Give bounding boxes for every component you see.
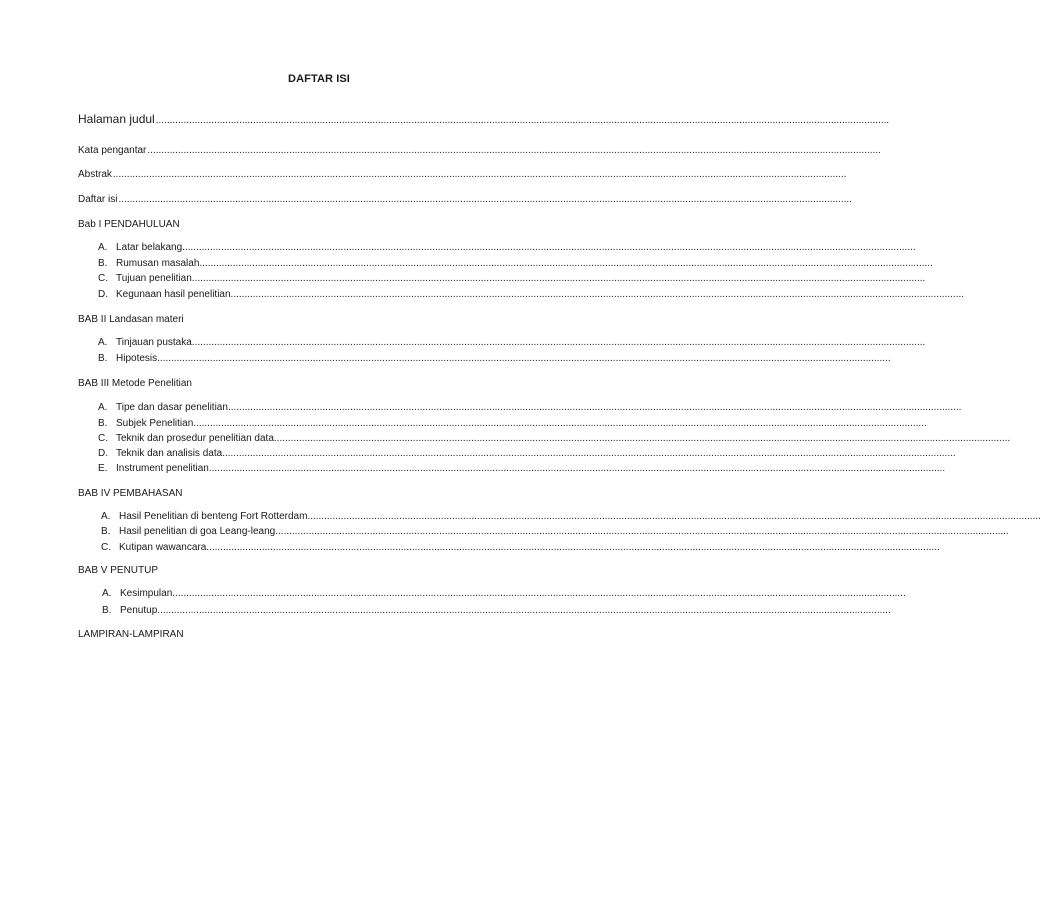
item-marker: B.: [98, 418, 108, 429]
item-label: Teknik dan analisis data: [116, 448, 223, 459]
item-label: Tipe dan dasar penelitian: [116, 402, 228, 413]
item-label: Kutipan wawancara: [119, 542, 207, 553]
dot-leader: ........................................................................................................................................................................................................................................................................: [193, 418, 927, 429]
item-label: Kesimpulan: [120, 588, 173, 599]
item-label: Kegunaan hasil penelitian: [116, 289, 231, 300]
item-label: Tinjauan pustaka: [116, 337, 192, 348]
toc-item: [98, 432, 1011, 446]
dot-leader: ........................................................................................................................................................................................................................................................................: [227, 402, 962, 413]
toc-item: [98, 401, 962, 415]
dot-leader: ........................................................................................................................................................................................................................................................................: [157, 605, 891, 616]
dot-leader: ........................................................................................................................................................................................................................................................................: [112, 169, 847, 180]
toc-entry-label: Daftar isi: [78, 194, 118, 205]
dot-leader: ........................................................................................................................................................................................................................................................................: [182, 242, 916, 253]
item-marker: C.: [101, 542, 111, 553]
toc-item: [102, 587, 906, 601]
toc-item: [98, 257, 933, 271]
item-label: Hasil Penelitian di benteng Fort Rotterdam: [119, 511, 308, 522]
item-marker: B.: [102, 605, 112, 616]
item-label: Rumusan masalah: [116, 258, 200, 269]
item-marker: B.: [98, 353, 108, 364]
chapter-heading-bab-5: BAB V PENUTUP: [78, 565, 159, 576]
toc-item: [98, 241, 916, 255]
item-label: Subjek Penelitian: [116, 418, 194, 429]
item-label: Hipotesis: [116, 353, 158, 364]
toc-item: [101, 541, 940, 555]
item-marker: C.: [98, 433, 108, 444]
item-label: Latar belakang: [116, 242, 183, 253]
toc-item: [98, 288, 965, 302]
item-marker: A.: [101, 511, 111, 522]
chapter-heading-bab-2: BAB II Landasan materi: [78, 314, 184, 325]
toc-entry-halaman-judul: [78, 112, 890, 128]
dot-leader: ........................................................................................................................................................................................................................................................................: [230, 289, 965, 300]
item-marker: D.: [98, 448, 108, 459]
dot-leader: ........................................................................................................................................................................................................................................................................: [191, 273, 926, 284]
item-label: Penutup: [120, 605, 158, 616]
item-label: Hasil penelitian di goa Leang-leang: [119, 526, 276, 537]
toc-entry-label: Abstrak: [78, 169, 112, 180]
dot-leader: ........................................................................................................................................................................................................................................................................: [307, 511, 1041, 522]
toc-entry-daftar-isi: [78, 193, 852, 207]
toc-item: [102, 604, 891, 618]
item-label: Teknik dan prosedur penelitian data.: [116, 433, 277, 444]
item-marker: A.: [98, 337, 108, 348]
chapter-heading-bab-4: BAB IV PEMBAHASAN: [78, 488, 183, 499]
toc-entry-abstrak: [78, 168, 847, 182]
dot-leader: ........................................................................................................................................................................................................................................................................: [275, 526, 1009, 537]
toc-item: [98, 447, 956, 461]
item-marker: B.: [101, 526, 111, 537]
toc-item: [98, 352, 891, 366]
toc-item: [101, 525, 1009, 539]
item-label: Instrument penelitian.: [116, 463, 212, 474]
dot-leader: ........................................................................................................................................................................................................................................................................: [172, 588, 906, 599]
page-title: DAFTAR ISI: [288, 73, 350, 85]
toc-entry-label: Kata pengantar: [78, 145, 147, 156]
item-marker: C.: [98, 273, 108, 284]
dot-leader: ........................................................................................................................................................................................................................................................................: [147, 145, 881, 156]
item-marker: E.: [98, 463, 108, 474]
toc-item: [98, 462, 946, 476]
dot-leader: ........................................................................................................................................................................................................................................................................: [206, 542, 940, 553]
item-marker: A.: [98, 242, 108, 253]
dot-leader: ........................................................................................................................................................................................................................................................................: [191, 337, 926, 348]
toc-item: [98, 272, 926, 286]
toc-item: [98, 417, 927, 431]
toc-entry-kata-pengantar: [78, 144, 881, 158]
toc-entry-label: Halaman judul: [78, 112, 155, 126]
dot-leader: ........................................................................................................................................................................................................................................................................: [276, 433, 1011, 444]
dot-leader: ........................................................................................................................................................................................................................................................................: [211, 463, 946, 474]
chapter-heading-bab-1: Bab I PENDAHULUAN: [78, 219, 180, 230]
chapter-heading-bab-3: BAB III Metode Penelitian: [78, 378, 192, 389]
dot-leader: ........................................................................................................................................................................................................................................................................: [118, 194, 852, 205]
toc-item: [98, 336, 926, 350]
item-marker: A.: [98, 402, 108, 413]
item-label: Tujuan penelitian: [116, 273, 192, 284]
toc-item: [101, 510, 1041, 524]
dot-leader: ........................................................................................................................................................................................................................................................................: [155, 115, 890, 126]
dot-leader: ........................................................................................................................................................................................................................................................................: [199, 258, 933, 269]
closing-heading: LAMPIRAN-LAMPIRAN: [78, 629, 184, 640]
item-marker: D.: [98, 289, 108, 300]
dot-leader: ........................................................................................................................................................................................................................................................................: [222, 448, 956, 459]
item-marker: B.: [98, 258, 108, 269]
item-marker: A.: [102, 588, 112, 599]
dot-leader: ........................................................................................................................................................................................................................................................................: [157, 353, 891, 364]
